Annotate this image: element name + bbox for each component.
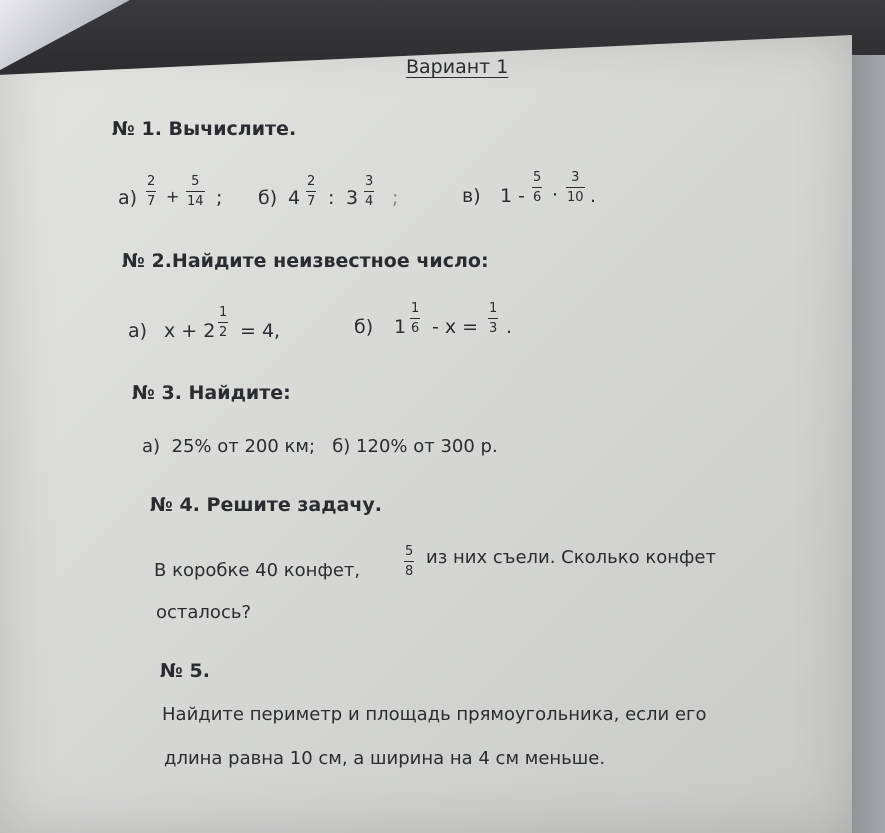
task5-line2: длина равна 10 см, а ширина на 4 см меньше. <box>164 748 606 769</box>
task1-c-operator: · <box>552 184 559 206</box>
denominator: 8 <box>404 561 414 578</box>
denominator: 10 <box>566 187 585 204</box>
denominator: 4 <box>364 191 374 208</box>
task1-c-label: в) <box>462 185 481 207</box>
task5-line1: Найдите периметр и площадь прямоугольника, если его <box>162 704 707 725</box>
task1-b-fraction-2 <box>364 175 374 208</box>
denominator: 7 <box>146 191 156 208</box>
numerator: 2 <box>307 174 316 189</box>
task2-b-end: . <box>506 316 513 338</box>
task1-c-end: . <box>590 185 597 207</box>
numerator: 1 <box>489 301 498 316</box>
task3-line: а) 25% от 200 км; б) 120% от 300 р. <box>142 436 498 457</box>
task4-line1-post: из них съели. Сколько конфет <box>426 547 716 568</box>
task1-c-fraction-1 <box>532 171 542 204</box>
task2-b-lead: 1 <box>394 316 407 338</box>
denominator: 3 <box>488 318 498 335</box>
numerator: 5 <box>533 170 542 185</box>
denominator: 6 <box>532 187 542 204</box>
denominator: 7 <box>306 191 316 208</box>
numerator: 3 <box>365 174 374 189</box>
task1-b-fraction-1 <box>306 175 316 208</box>
numerator: 1 <box>411 301 420 316</box>
task1-a-label: а) <box>118 187 138 209</box>
task1-heading: № 1. Вычислите. <box>112 118 297 140</box>
task2-b-mid: - x = <box>432 316 479 338</box>
task2-b-fraction-1 <box>410 302 420 335</box>
task4-line2: осталось? <box>156 602 252 623</box>
task3-heading: № 3. Найдите: <box>132 382 291 404</box>
numerator: 5 <box>191 174 200 189</box>
task1-a-fraction-1 <box>146 175 156 208</box>
task1-a-fraction-2 <box>186 175 205 208</box>
numerator: 1 <box>219 305 228 320</box>
variant-title: Вариант 1 <box>406 56 509 78</box>
task2-a-tail: = 4, <box>240 320 281 342</box>
task2-heading: № 2.Найдите неизвестное число: <box>122 250 489 272</box>
task5-heading: № 5. <box>160 660 210 682</box>
task2-a-lead: x + 2 <box>164 320 216 342</box>
task2-b-fraction-2 <box>488 302 498 335</box>
task1-c-fraction-2 <box>566 171 585 204</box>
task2-a-label: а) <box>128 320 148 342</box>
task1-b-end: ; <box>392 187 399 209</box>
task1-b-whole-2: 3 <box>346 187 359 209</box>
task1-b-label: б) <box>258 187 278 209</box>
task2-a-fraction <box>218 306 228 339</box>
task1-b-whole-1: 4 <box>288 187 301 209</box>
numerator: 2 <box>147 174 156 189</box>
denominator: 6 <box>410 318 420 335</box>
task1-a-operator: + <box>166 187 180 206</box>
task4-heading: № 4. Решите задачу. <box>150 494 383 516</box>
task1-b-operator: : <box>328 187 335 209</box>
task2-b-label: б) <box>354 316 374 338</box>
task1-a-end: ; <box>216 187 223 209</box>
denominator: 2 <box>218 322 228 339</box>
task4-fraction <box>404 545 414 578</box>
task4-line1-pre: В коробке 40 конфет, <box>154 560 361 581</box>
task1-c-lead: 1 - <box>500 185 525 207</box>
denominator: 14 <box>186 191 205 208</box>
numerator: 3 <box>571 170 580 185</box>
numerator: 5 <box>405 544 414 559</box>
